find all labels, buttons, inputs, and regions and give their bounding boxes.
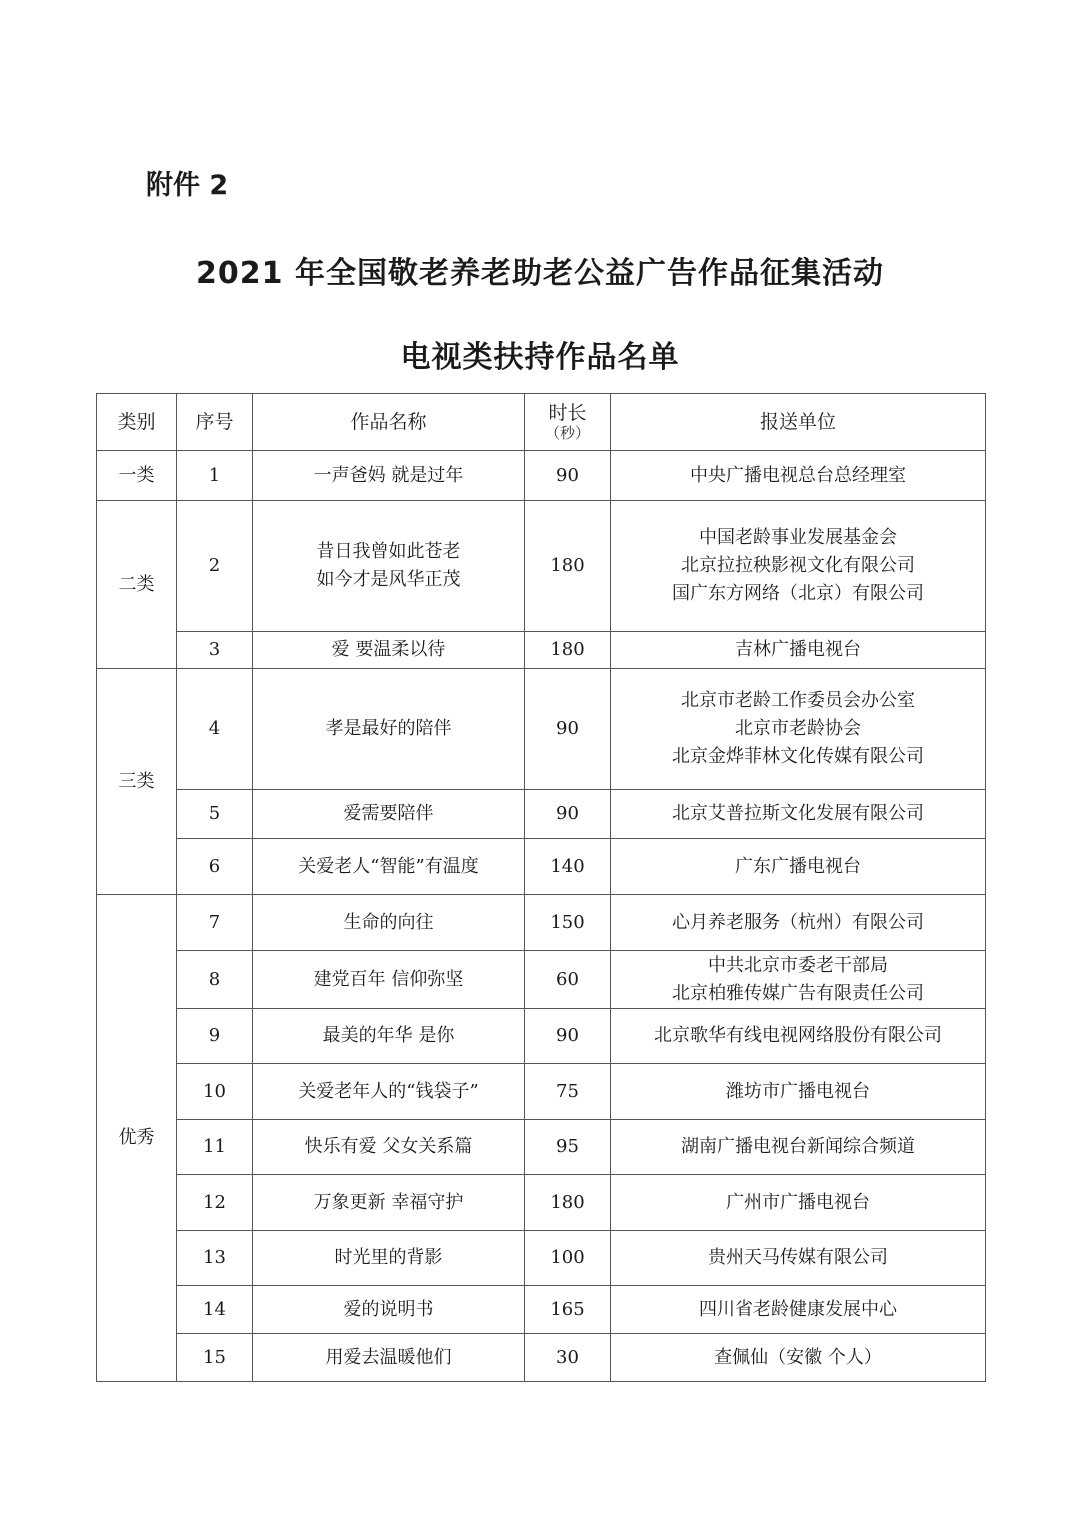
index-cell: 4	[177, 669, 253, 790]
index-cell: 12	[177, 1175, 253, 1231]
table-row	[97, 1286, 986, 1334]
table-row	[97, 1064, 986, 1120]
header-duration-unit: （秒）	[544, 424, 590, 442]
duration-cell: 140	[525, 839, 611, 895]
table-row	[97, 839, 986, 895]
table-row	[97, 1009, 986, 1064]
unit-cell	[611, 669, 986, 790]
index-cell: 9	[177, 1009, 253, 1064]
duration-cell: 100	[525, 1231, 611, 1286]
table-row	[97, 1175, 986, 1231]
index-cell: 15	[177, 1334, 253, 1382]
work-name-cell: 生命的向往	[253, 895, 525, 951]
unit-cell: 贵州天马传媒有限公司	[611, 1231, 986, 1286]
work-name-cell: 爱 要温柔以待	[253, 632, 525, 669]
unit-line: 中共北京市委老干部局	[708, 954, 888, 976]
duration-cell: 30	[525, 1334, 611, 1382]
index-cell: 14	[177, 1286, 253, 1334]
unit-cell: 广州市广播电视台	[611, 1175, 986, 1231]
unit-line: 北京柏雅传媒广告有限责任公司	[672, 982, 924, 1004]
work-name-cell: 时光里的背影	[253, 1231, 525, 1286]
duration-cell: 75	[525, 1064, 611, 1120]
index-cell: 7	[177, 895, 253, 951]
table-row	[97, 790, 986, 839]
unit-line: 北京市老龄协会	[735, 718, 861, 739]
work-name-cell: 快乐有爱 父女关系篇	[253, 1120, 525, 1175]
work-name-cell	[253, 501, 525, 632]
table-row	[97, 632, 986, 669]
index-cell: 13	[177, 1231, 253, 1286]
unit-line: 国广东方网络（北京）有限公司	[672, 583, 924, 604]
work-name-line: 如今才是风华正茂	[316, 569, 461, 590]
work-name-cell: 用爱去温暖他们	[253, 1334, 525, 1382]
header-duration-label: 时长	[548, 402, 587, 424]
index-cell: 2	[177, 501, 253, 632]
table-row	[97, 895, 986, 951]
work-name-cell: 爱需要陪伴	[253, 790, 525, 839]
duration-cell: 150	[525, 895, 611, 951]
duration-cell: 90	[525, 451, 611, 501]
unit-cell: 吉林广播电视台	[611, 632, 986, 669]
unit-cell: 心月养老服务（杭州）有限公司	[611, 895, 986, 951]
index-cell: 3	[177, 632, 253, 669]
duration-cell: 90	[525, 1009, 611, 1064]
category-cell: 二类	[97, 501, 177, 669]
header-submitting-unit: 报送单位	[611, 394, 986, 451]
duration-cell: 95	[525, 1120, 611, 1175]
unit-cell: 北京艾普拉斯文化发展有限公司	[611, 790, 986, 839]
table-header-row	[97, 394, 986, 451]
index-cell: 1	[177, 451, 253, 501]
supported-works-table	[96, 393, 986, 1382]
unit-line: 中国老龄事业发展基金会	[699, 527, 897, 548]
table-row	[97, 669, 986, 790]
category-cell: 三类	[97, 669, 177, 895]
category-cell: 一类	[97, 451, 177, 501]
table-row	[97, 951, 986, 1009]
index-cell: 11	[177, 1120, 253, 1175]
unit-line: 北京金烨菲林文化传媒有限公司	[672, 746, 924, 767]
work-name-line: 昔日我曾如此苍老	[316, 541, 461, 562]
work-name-cell: 建党百年 信仰弥坚	[253, 951, 525, 1009]
unit-cell: 四川省老龄健康发展中心	[611, 1286, 986, 1334]
index-cell: 5	[177, 790, 253, 839]
duration-cell: 180	[525, 1175, 611, 1231]
table-row	[97, 501, 986, 632]
header-duration	[525, 394, 611, 451]
duration-cell: 180	[525, 501, 611, 632]
work-name-cell: 关爱老年人的“钱袋子”	[253, 1064, 525, 1120]
unit-cell: 北京歌华有线电视网络股份有限公司	[611, 1009, 986, 1064]
index-cell: 10	[177, 1064, 253, 1120]
duration-cell: 90	[525, 790, 611, 839]
work-name-cell: 孝是最好的陪伴	[253, 669, 525, 790]
work-name-cell: 万象更新 幸福守护	[253, 1175, 525, 1231]
work-name-cell: 关爱老人“智能”有温度	[253, 839, 525, 895]
category-cell: 优秀	[97, 895, 177, 1382]
document-subtitle: 电视类扶持作品名单	[400, 340, 680, 375]
unit-line: 北京拉拉秧影视文化有限公司	[681, 555, 915, 576]
header-work-name: 作品名称	[253, 394, 525, 451]
work-name-cell: 最美的年华 是你	[253, 1009, 525, 1064]
attachment-label: 附件 2	[146, 170, 229, 201]
duration-cell: 165	[525, 1286, 611, 1334]
header-index: 序号	[177, 394, 253, 451]
duration-cell: 180	[525, 632, 611, 669]
work-name-cell: 一声爸妈 就是过年	[253, 451, 525, 501]
table-row	[97, 1231, 986, 1286]
index-cell: 6	[177, 839, 253, 895]
unit-cell: 查佩仙（安徽 个人）	[611, 1334, 986, 1382]
header-category: 类别	[97, 394, 177, 451]
index-cell: 8	[177, 951, 253, 1009]
unit-cell: 湖南广播电视台新闻综合频道	[611, 1120, 986, 1175]
unit-cell	[611, 501, 986, 632]
document-title: 2021 年全国敬老养老助老公益广告作品征集活动	[196, 256, 884, 291]
duration-cell: 60	[525, 951, 611, 1009]
duration-cell: 90	[525, 669, 611, 790]
table-row	[97, 1334, 986, 1382]
unit-cell	[611, 951, 986, 1009]
table-row	[97, 451, 986, 501]
unit-cell: 中央广播电视总台总经理室	[611, 451, 986, 501]
unit-cell: 潍坊市广播电视台	[611, 1064, 986, 1120]
work-name-cell: 爱的说明书	[253, 1286, 525, 1334]
table-row	[97, 1120, 986, 1175]
unit-cell: 广东广播电视台	[611, 839, 986, 895]
unit-line: 北京市老龄工作委员会办公室	[681, 690, 915, 711]
